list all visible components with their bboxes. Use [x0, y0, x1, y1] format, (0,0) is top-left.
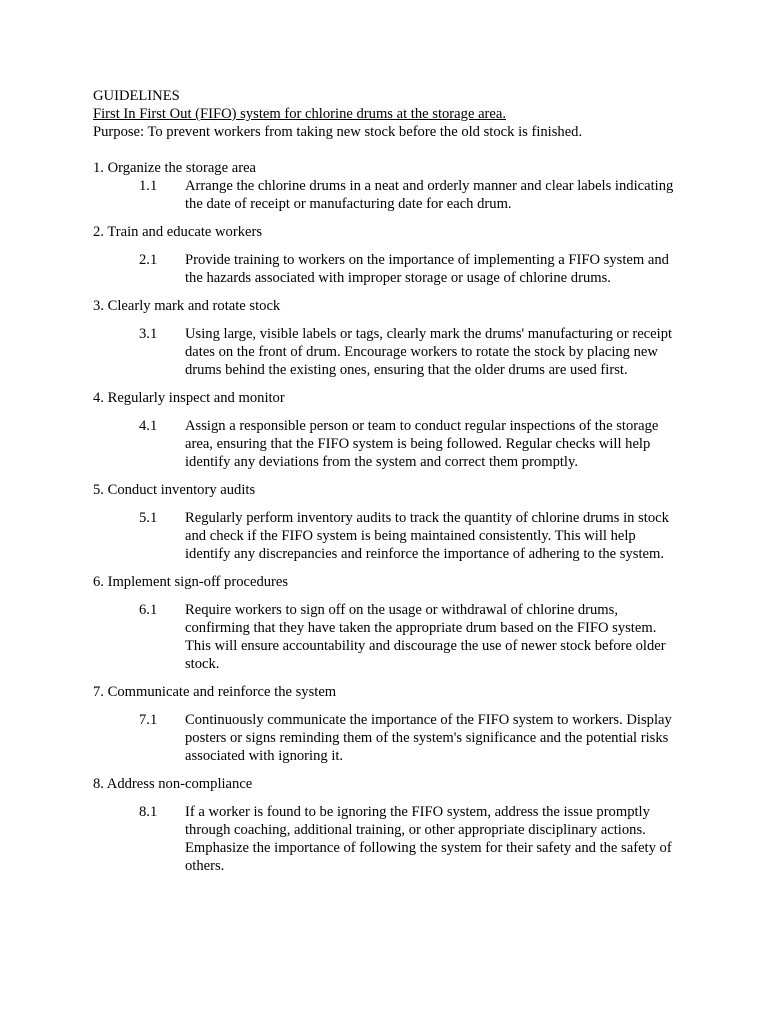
item-text: Continuously communicate the importance of the FIFO system to workers. Display posters or signs reminding them of the system's significance and the potential risks associated with ignoring it.	[185, 712, 672, 764]
document-title: GUIDELINES	[93, 88, 180, 104]
item-number: 3.1	[139, 326, 158, 342]
section-train	[93, 223, 683, 287]
section-audits	[93, 481, 683, 563]
item-number: 7.1	[139, 712, 158, 728]
item-text: If a worker is found to be ignoring the FIFO system, address the issue promptly through coaching, additional training, or other appropriate disciplinary actions. Emphasize the importance of following the system for their safety and the safety of others.	[185, 804, 672, 874]
item-text: Require workers to sign off on the usage or withdrawal of chlorine drums, confirming that they have taken the appropriate drum based on the FIFO system. This will ensure accountability and discourage the use of newer stock before older stock.	[185, 602, 666, 672]
section-mark-rotate	[93, 297, 683, 379]
section-organize	[93, 159, 683, 213]
list-item	[93, 601, 683, 673]
list-item	[93, 417, 683, 471]
list-item	[93, 325, 683, 379]
item-number: 1.1	[139, 178, 158, 194]
section-communicate	[93, 683, 683, 765]
item-number: 6.1	[139, 602, 158, 618]
section-heading: 8. Address non-compliance	[93, 776, 253, 792]
section-heading: 4. Regularly inspect and monitor	[93, 390, 285, 406]
list-item	[93, 177, 683, 213]
item-text: Using large, visible labels or tags, clearly mark the drums' manufacturing or receipt dates on the front of drum. Encourage workers to rotate the stock by placing new drums behind the existing ones, ensuring that the older drums are used first.	[185, 326, 673, 378]
section-non-compliance	[93, 775, 683, 875]
list-item	[93, 251, 683, 287]
section-heading: 3. Clearly mark and rotate stock	[93, 298, 281, 314]
item-number: 5.1	[139, 510, 158, 526]
document-purpose: Purpose: To prevent workers from taking new stock before the old stock is finished.	[93, 124, 583, 140]
section-heading: 6. Implement sign-off procedures	[93, 574, 289, 590]
item-text: Assign a responsible person or team to conduct regular inspections of the storage area, ensuring that the FIFO system is being followed. Regular checks will help identify any deviations from the system and correct them promptly.	[185, 418, 659, 470]
section-heading: 7. Communicate and reinforce the system	[93, 684, 337, 700]
list-item	[93, 509, 683, 563]
item-number: 8.1	[139, 804, 158, 820]
list-item	[93, 711, 683, 765]
section-heading: 1. Organize the storage area	[93, 160, 257, 176]
item-text: Regularly perform inventory audits to track the quantity of chlorine drums in stock and check if the FIFO system is being maintained consistently. This will help identify any discrepancies and reinforce the importance of adhering to the system.	[185, 510, 669, 562]
item-text: Provide training to workers on the importance of implementing a FIFO system and the hazards associated with improper storage or usage of chlorine drums.	[185, 252, 669, 286]
item-text: Arrange the chlorine drums in a neat and orderly manner and clear labels indicating the date of receipt or manufacturing date for each drum.	[185, 178, 674, 212]
section-heading: 5. Conduct inventory audits	[93, 482, 256, 498]
item-number: 4.1	[139, 418, 158, 434]
section-sign-off	[93, 573, 683, 673]
document-page	[93, 87, 683, 885]
section-heading: 2. Train and educate workers	[93, 224, 263, 240]
list-item	[93, 803, 683, 875]
document-subtitle: First In First Out (FIFO) system for chlorine drums at the storage area.	[93, 106, 507, 122]
item-number: 2.1	[139, 252, 158, 268]
section-inspect	[93, 389, 683, 471]
